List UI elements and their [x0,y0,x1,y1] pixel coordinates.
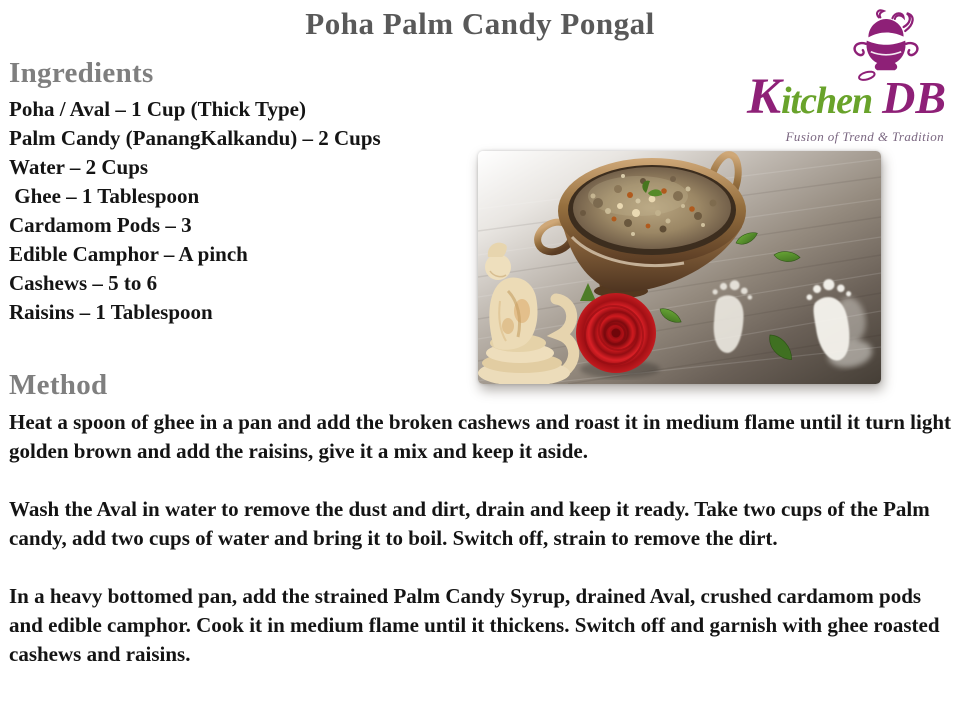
method-section [9,369,953,698]
ingredient-item: Raisins – 1 Tablespoon [9,300,213,324]
ingredients-heading: Ingredients [9,57,154,89]
ingredient-item: Ghee – 1 Tablespoon [9,184,200,208]
recipe-photo [478,151,881,384]
ingredient-item: Water – 2 Cups [9,155,149,179]
method-paragraph: Wash the Aval in water to remove the dust and dirt, drain and keep it ready. Take two cups of the Palm candy, add two cups of water and bring it to boil. Switch off, strain to remove the dirt. [9,497,930,550]
recipe-photo-scene [478,151,881,384]
ingredient-item: Poha / Aval – 1 Cup (Thick Type) [9,97,306,121]
ingredient-item: Edible Camphor – A pinch [9,242,248,266]
brand-wordmark [746,69,946,125]
page-title: Poha Palm Candy Pongal [305,6,655,41]
ingredients-section [9,57,479,327]
brand-itchen: itchen [780,80,873,122]
brand-tagline: Fusion of Trend & Tradition [785,129,944,144]
method-paragraph: Heat a spoon of ghee in a pan and add the broken cashews and roast it in medium flame until it turn light golden brown and add the raisins, give it a mix and keep it aside. [9,410,952,463]
brand-logo [674,0,956,152]
pongal-dish [573,167,731,249]
method-paragraph: In a heavy bottomed pan, add the strained Palm Candy Syrup, drained Aval, crushed cardamom pods and edible camphor. Cook it in medium flame until it thickens. Switch off and garnish with ghee roasted cashews and raisins. [9,584,940,666]
method-heading: Method [9,369,108,401]
ingredient-item: Palm Candy (PanangKalkandu) – 2 Cups [9,126,381,150]
ingredient-item: Cashews – 5 to 6 [9,271,158,295]
brand-letter-k: K [746,69,781,125]
brand-db: DB [882,72,946,123]
ingredient-item: Cardamom Pods – 3 [9,213,192,237]
